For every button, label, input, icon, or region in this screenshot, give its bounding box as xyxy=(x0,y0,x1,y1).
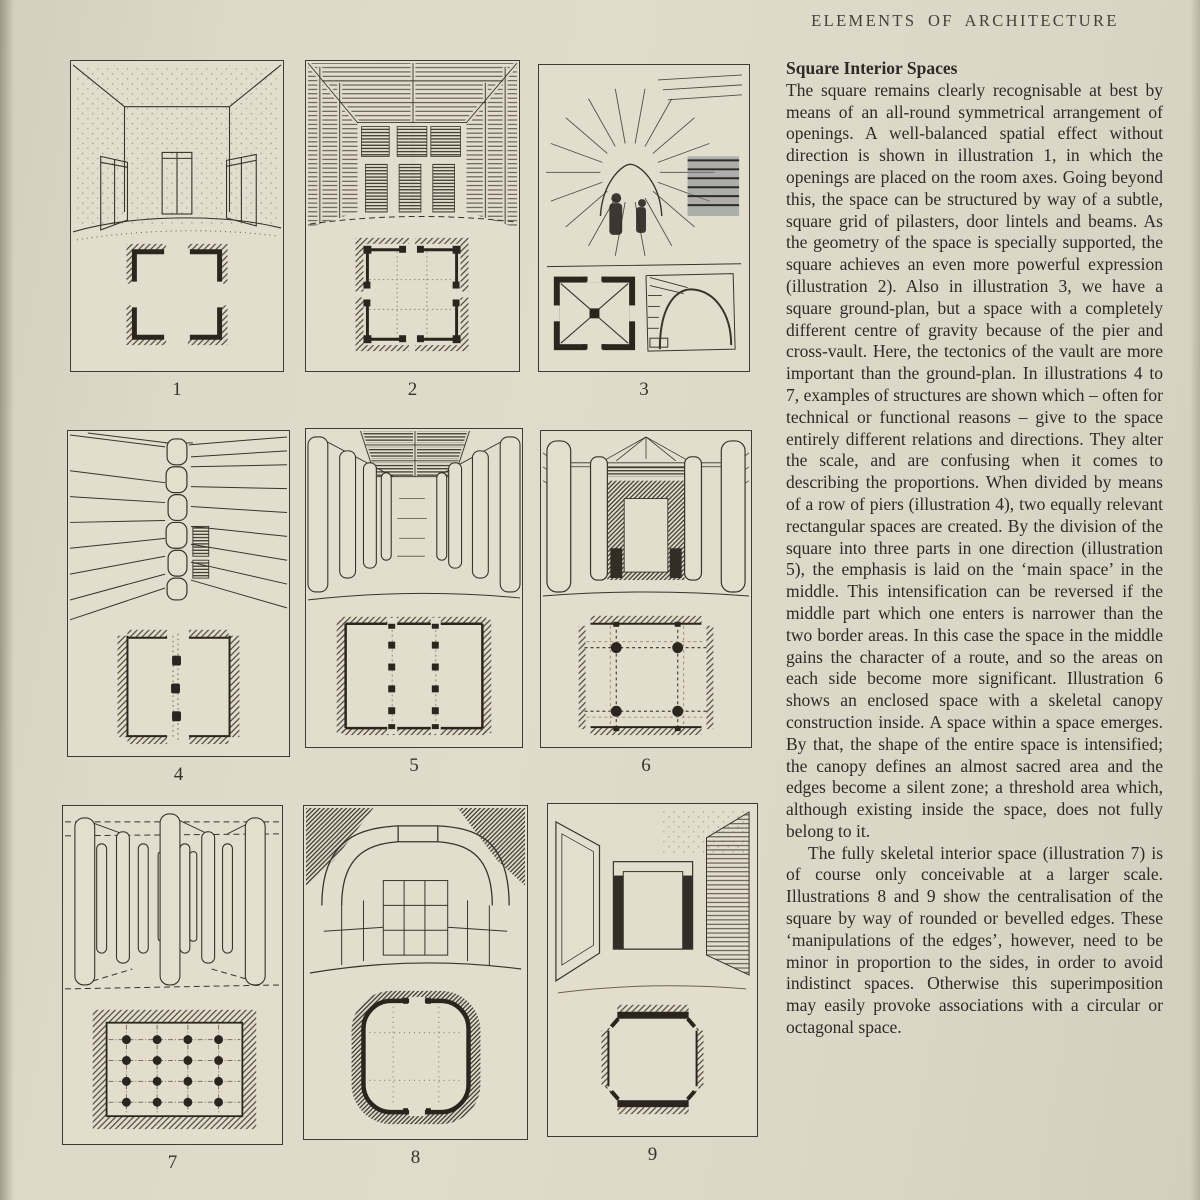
figure-9-sketch xyxy=(548,804,757,1136)
figure-frame xyxy=(540,430,752,748)
figure-frame xyxy=(70,60,284,372)
figure-6-sketch xyxy=(541,431,751,747)
perspective-room xyxy=(543,437,749,596)
figure-frame xyxy=(303,805,528,1140)
page-right-edge-shadow xyxy=(1190,0,1200,1200)
figure-panel-7 xyxy=(62,805,283,1173)
figure-panel-9 xyxy=(547,803,758,1165)
article-paragraph-1: The square remains clearly recognisable at best by means of an all-round symmetrical arrangement of openings. A well-balanced spatial effect without direction is shown in illustration 1, in which the openings are placed on the room axes. Going beyond this, the space can be structured by way of a subtle, square grid of pilasters, door lintels and beams. As the geometry of the space is specially supported, the square achieves an even more powerful expression (illustration 2). Also in illustration 3, we have a square ground-plan, but a space with a completely different centre of gravity because of the pier and cross-vault. Here, the tectonics of the vault are more important than the ground-plan. In illustrations 4 to 7, examples of structures are shown which – often for technical or functional reasons – give to the space entirely different relations and directions. They alter the scale, and are confusing when it comes to describing the proportions. When divided by means of a row of piers (illustration 4), two equally relevant rectangular spaces are created. By the division of the square into three parts in one direction (illustration 5), the emphasis is laid on the ‘main space’ in the middle. This intensification can be reversed if the middle part which one enters is narrower than the two border areas. In this case the space in the middle gains the character of a route, and so the areas on each side become more significant. Illustration 6 shows an enclosed space with a skeletal canopy construction inside. A space within a space emerges. By that, the shape of the entire space is intensified; the canopy defines an almost sacred area and the edges become a silent zone; a threshold area which, although existing inside the space, does not fully belong to it. xyxy=(786,79,1163,841)
ground-plan xyxy=(356,238,469,351)
figure-number: 2 xyxy=(407,379,418,400)
figure-frame xyxy=(62,805,283,1145)
figure-number: 7 xyxy=(167,1152,178,1173)
ground-plan xyxy=(93,1010,257,1129)
central-pier xyxy=(166,439,187,600)
figure-3-sketch xyxy=(539,65,749,371)
human-figures xyxy=(609,193,646,235)
figure-frame xyxy=(305,428,523,748)
ground-plan xyxy=(126,244,227,345)
figure-frame xyxy=(547,803,758,1137)
figure-4-sketch xyxy=(68,431,289,756)
figure-panel-3 xyxy=(538,64,750,400)
figure-8-sketch xyxy=(304,806,527,1139)
figure-2-sketch xyxy=(306,61,519,371)
article-column xyxy=(786,58,1163,1039)
figure-panel-6 xyxy=(540,430,752,776)
window-opening xyxy=(193,526,209,556)
figure-number: 4 xyxy=(173,764,184,785)
article-heading: Square Interior Spaces xyxy=(786,58,958,78)
ground-plan xyxy=(551,274,638,351)
figure-panel-4 xyxy=(67,430,290,785)
figure-7-sketch xyxy=(63,806,282,1144)
figure-number: 8 xyxy=(410,1147,421,1168)
ground-plan xyxy=(601,1005,703,1114)
figure-panel-5 xyxy=(305,428,523,776)
perspective-columns xyxy=(65,814,280,989)
figure-frame xyxy=(538,64,750,372)
perspective-room xyxy=(306,808,525,973)
ground-plan xyxy=(337,617,492,735)
vault-detail-sketch xyxy=(646,274,735,351)
figure-panel-1 xyxy=(70,60,284,400)
ground-plan xyxy=(352,991,481,1124)
figure-number: 1 xyxy=(172,379,182,400)
article-paragraph-2: The fully skeletal interior space (illustration 7) is of course only conceivable at a larger scale. Illustrations 8 and 9 show the centralisation of the square by way of rounded or bevelled edges. These ‘manipulations of the edges’, however, need to be minor in proportion to the sides, in order to avoid indistinct spaces. Otherwise this superimposition may easily provoke associations with a circular or octagonal space. xyxy=(786,842,1163,1038)
figure-number: 9 xyxy=(647,1144,658,1165)
figure-1-sketch xyxy=(71,61,283,371)
figure-frame xyxy=(67,430,290,757)
perspective-room xyxy=(308,431,520,600)
figure-frame xyxy=(305,60,520,372)
perspective-room xyxy=(308,63,517,228)
ground-plan xyxy=(579,616,714,735)
figure-5-sketch xyxy=(306,429,522,747)
page-left-edge-shadow xyxy=(0,0,14,1200)
shaded-wall xyxy=(688,156,740,216)
figure-panel-8 xyxy=(303,805,528,1168)
baseline xyxy=(547,264,741,267)
ground-plan xyxy=(118,630,240,744)
running-header: ELEMENTS OF ARCHITECTURE xyxy=(811,11,1119,30)
figure-number: 6 xyxy=(641,755,651,776)
figure-panel-2 xyxy=(305,60,520,400)
figure-number: 3 xyxy=(639,379,649,400)
perspective-room xyxy=(556,810,749,993)
figure-number: 5 xyxy=(409,755,419,776)
